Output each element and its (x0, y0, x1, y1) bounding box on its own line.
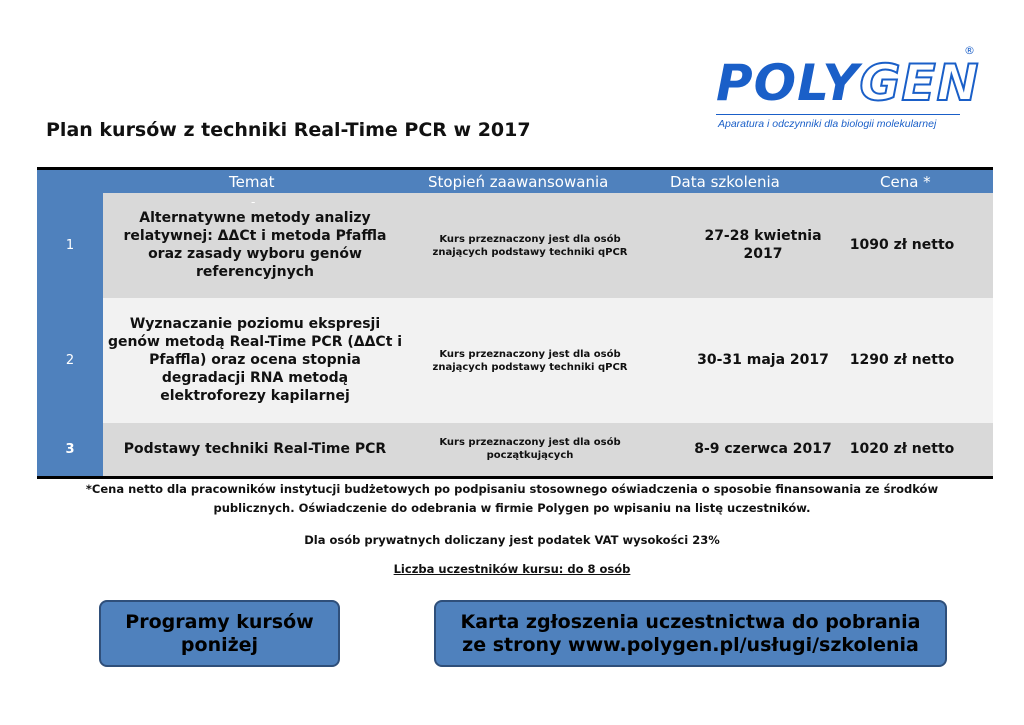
course-date: 27-28 kwietnia 2017 (704, 228, 822, 262)
table-row (103, 298, 993, 423)
logo-word-gen: GEN (859, 54, 980, 112)
row-number: 1 (37, 193, 103, 298)
programs-button[interactable]: Programy kursów poniżej (99, 600, 340, 667)
course-price: 1090 zł netto (849, 237, 955, 253)
course-level: Kurs przeznaczony jest dla osób znających podstawy techniki qPCR (432, 349, 628, 373)
course-level: Kurs przeznaczony jest dla osób znających podstawy techniki qPCR (432, 234, 628, 258)
logo-divider (716, 114, 960, 115)
course-topic: Alternatywne metody analizy relatywnej: ΔΔCt i metoda Pfaffla oraz zasady wyboru genów referencyjnych (123, 210, 387, 280)
participants-note: Liczba uczestników kursu: do 8 osób (393, 562, 631, 576)
header-price: Cena * (880, 173, 931, 191)
registration-form-button[interactable]: Karta zgłoszenia uczestnictwa do pobrania ze strony www.polygen.pl/usługi/szkolenia (434, 600, 947, 667)
vat-note: Dla osób prywatnych doliczany jest podatek VAT wysokości 23% (304, 533, 720, 547)
logo-tagline: Aparatura i odczynniki dla biologii molekularnej (718, 118, 937, 130)
course-topic: Wyznaczanie poziomu ekspresji genów metodą Real-Time PCR (ΔΔCt i Pfaffla) oraz ocena stopnia degradacji RNA metodą elektroforezy kapilarnej (107, 316, 403, 404)
course-price: 1020 zł netto (849, 441, 955, 457)
logo-word-poly: POLY (716, 54, 860, 112)
table-bottom-border (37, 476, 993, 479)
polygen-logo (716, 44, 978, 136)
header-topic: Temat (229, 173, 275, 191)
course-price: 1290 zł netto (849, 352, 955, 368)
logo-wordmark (716, 56, 979, 110)
table-header (37, 167, 993, 193)
course-date: 30-31 maja 2017 (697, 352, 829, 368)
header-date: Data szkolenia (670, 173, 780, 191)
table-row (103, 423, 993, 476)
table-row (103, 193, 993, 298)
page-title: Plan kursów z techniki Real-Time PCR w 2017 (46, 119, 531, 141)
course-level: Kurs przeznaczony jest dla osób początkujących (439, 437, 621, 461)
row-dash: - (251, 195, 256, 209)
course-topic: Podstawy techniki Real-Time PCR (123, 441, 387, 457)
row-number: 2 (37, 298, 103, 423)
registered-mark: ® (964, 44, 975, 57)
row-number: 3 (37, 423, 103, 476)
price-note: *Cena netto dla pracowników instytucji budżetowych po podpisaniu stosownego oświadczenia o sposobie finansowania ze środków publicznych. Oświadczenie do odebrania w firmie Polygen po wpisaniu na listę uczestników. (85, 482, 939, 515)
course-date: 8-9 czerwca 2017 (694, 441, 832, 457)
header-level: Stopień zaawansowania (428, 173, 609, 191)
notes-section (37, 480, 987, 576)
